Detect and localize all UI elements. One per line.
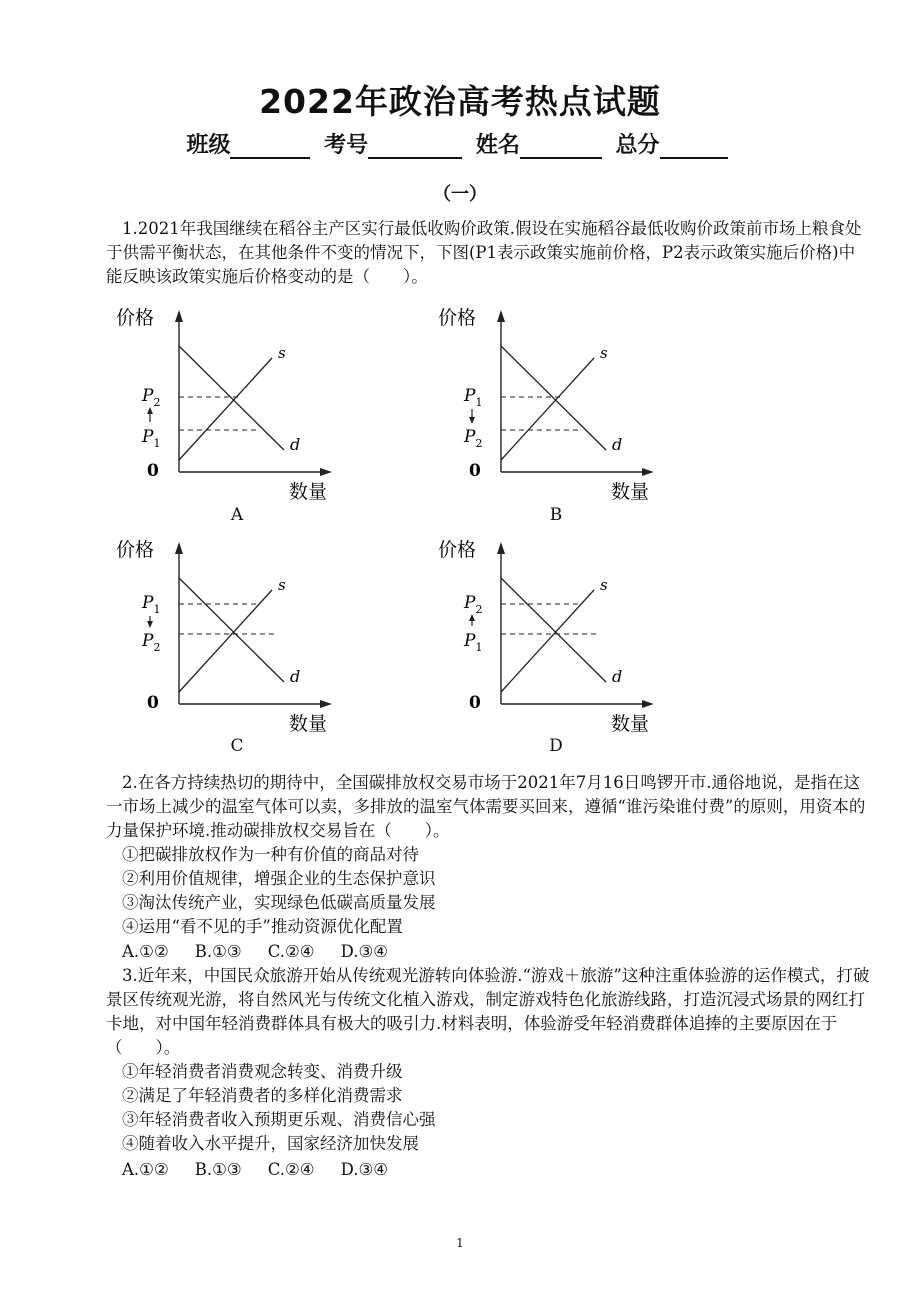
question-2-option-a[interactable]: A.①② [122,942,169,961]
question-3-item-4: ④随着收入水平提升，国家经济加快发展 [122,1134,419,1153]
chart-b-upper-price-label: $P_1$ [464,386,483,409]
chart-a-xlabel: 数量 [289,481,328,503]
field-name-label: 姓名 [475,133,520,158]
question-3-option-d[interactable]: D.③④ [340,1160,389,1179]
chart-b-ylabel: 价格 [438,307,477,329]
chart-d-price-arrow-head [469,614,475,621]
chart-b [434,300,674,509]
chart-d-demand-label: d [612,667,623,686]
chart-c-ylabel: 价格 [116,539,155,561]
question-3-option-c[interactable]: C.②④ [267,1160,315,1179]
chart-c-demand-label: d [290,667,301,686]
chart-c-x-axis-arrow [320,700,332,708]
chart-b-svg [434,300,674,505]
chart-a-svg [112,300,352,505]
chart-b-xlabel: 数量 [611,481,650,503]
question-3-option-a[interactable]: A.①② [122,1160,169,1179]
chart-c-xlabel: 数量 [289,713,328,735]
question-3-options [122,1158,414,1182]
chart-c-upper-price-label: $P_1$ [142,593,161,616]
chart-d-ylabel: 价格 [438,539,477,561]
question-2-item-1: ①把碳排放权作为一种有价值的商品对待 [122,845,419,864]
field-score-blank[interactable] [660,135,728,159]
chart-a [112,300,352,509]
chart-c-lower-price-label: $P_2$ [142,631,161,654]
field-number-blank[interactable] [368,135,462,159]
chart-b-x-axis-arrow [642,468,654,476]
question-2-option-d[interactable]: D.③④ [340,942,389,961]
question-3-item-1: ①年轻消费者消费观念转变、消费升级 [122,1062,403,1081]
chart-a-price-arrow-head [147,407,153,414]
chart-d-label: D [549,736,563,756]
chart-b-price-arrow-head [469,417,475,424]
question-3-item-3: ③年轻消费者收入预期更乐观、消费信心强 [122,1110,436,1129]
chart-b-y-axis-arrow [497,310,505,322]
chart-b-label: B [549,505,563,525]
chart-d-upper-price-label: $P_2$ [464,593,483,616]
chart-a-ylabel: 价格 [116,307,155,329]
chart-d-supply-label: s [600,576,608,594]
student-info-fields [0,128,920,159]
chart-d-y-axis-arrow [497,542,505,554]
question-3-item-2: ②满足了年轻消费者的多样化消费需求 [122,1086,403,1105]
chart-a-upper-price-label: $P_2$ [142,386,161,409]
chart-a-label: A [230,505,244,525]
question-2-item-4: ④运用“看不见的手”推动资源优化配置 [122,917,403,936]
question-2-item-3: ③淘汰传统产业，实现绿色低碳高质量发展 [122,893,436,912]
chart-b-origin: 0 [469,461,481,481]
chart-c-price-arrow-head [147,621,153,628]
chart-a-supply-curve [179,358,272,460]
field-name-blank[interactable] [520,135,602,159]
chart-a-origin: 0 [147,461,159,481]
chart-d [434,532,674,741]
chart-c-label: C [230,736,244,756]
chart-b-lower-price-label: $P_2$ [464,427,483,450]
chart-b-supply-label: s [600,344,608,362]
chart-c-svg [112,532,352,737]
chart-a-supply-label: s [278,344,286,362]
chart-a-demand-label: d [290,435,301,454]
question-2-text: 2.在各方持续热切的期待中，全国碳排放权交易市场于2021年7月16日鸣锣开市.通俗地说，是指在这一市场上减少的温室气体可以卖，多排放的温室气体需要买回来，遵循“谁污染谁付费”的原则，用资本的力量保护环境.推动碳排放权交易旨在（ ）。 [106,773,866,840]
question-3-text: 3.近年来，中国民众旅游开始从传统观光游转向体验游.“游戏＋旅游”这种注重体验游的运作模式，打破景区传统观光游，将自然风光与传统文化植入游戏，制定游戏特色化旅游线路，打造沉浸式场景的网红打卡地，对中国年轻消费群体具有极大的吸引力.材料表明，体验游受年轻消费群体追捧的主要原因在于（ ）。 [106,966,870,1057]
question-1-text: 1.2021年我国继续在稻谷主产区实行最低收购价政策.假设在实施稻谷最低收购价政策前市场上粮食处于供需平衡状态，在其他条件不变的情况下，下图(P1表示政策实施前价格，P2表示政策实施后价格)中能反映该政策实施后价格变动的是（ ）。 [106,219,862,286]
exam-title: 2022年政治高考热点试题 [259,82,661,121]
chart-d-xlabel: 数量 [611,713,650,735]
question-2-option-c[interactable]: C.②④ [267,942,315,961]
chart-a-y-axis-arrow [175,310,183,322]
chart-a-x-axis-arrow [320,468,332,476]
chart-b-supply-curve [501,358,594,460]
field-score-label: 总分 [615,133,660,158]
question-2-item-2: ②利用价值规律，增强企业的生态保护意识 [122,869,436,888]
chart-d-x-axis-arrow [642,700,654,708]
question-2-option-b[interactable]: B.①③ [194,942,242,961]
question-3-option-b[interactable]: B.①③ [194,1160,242,1179]
chart-b-demand-label: d [612,435,623,454]
chart-d-svg [434,532,674,737]
chart-c-origin: 0 [147,693,159,713]
section-heading: （一） [433,184,487,205]
chart-d-lower-price-label: $P_1$ [464,631,483,654]
chart-d-supply-curve [501,590,594,692]
field-number-label: 考号 [324,133,369,158]
field-class-blank[interactable] [230,135,310,159]
chart-c [112,532,352,741]
chart-d-origin: 0 [469,693,481,713]
chart-c-supply-curve [179,590,272,692]
field-class-label: 班级 [186,133,231,158]
chart-a-lower-price-label: $P_1$ [142,427,161,450]
question-2-options [122,940,414,964]
chart-c-supply-label: s [278,576,286,594]
chart-c-y-axis-arrow [175,542,183,554]
page-number: 1 [456,1236,464,1250]
